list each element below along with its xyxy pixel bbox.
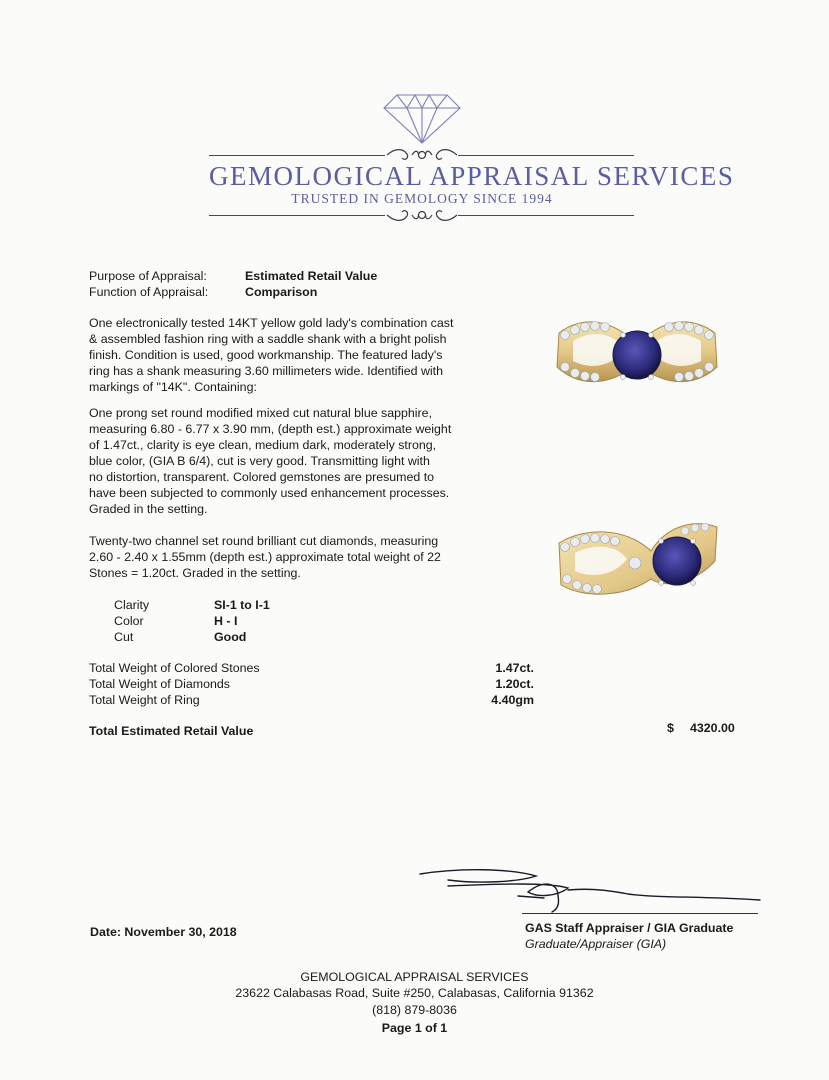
total-currency: $ — [667, 721, 674, 735]
sapphire-line: measuring 6.80 - 6.77 x 3.90 mm, (depth est.) approximate weight — [89, 422, 452, 436]
ring-photo-angle — [555, 513, 720, 605]
weight-label-ring: Total Weight of Ring — [89, 693, 200, 707]
signature-line — [522, 913, 758, 914]
footer-address: 23622 Calabasas Road, Suite #250, Calabasas, California 91362 — [235, 986, 594, 1000]
appraiser-subtitle: Graduate/Appraiser (GIA) — [525, 937, 667, 951]
sapphire-line: have been subjected to commonly used enhancement processes. — [89, 486, 450, 500]
description-line: finish. Condition is used, good workmanship. The featured lady's — [89, 348, 443, 362]
ring-description — [89, 315, 453, 395]
appraisal-date: Date: November 30, 2018 — [90, 925, 237, 939]
function-value: Comparison — [245, 285, 318, 299]
description-line: One electronically tested 14KT yellow gold lady's combination cast — [89, 316, 454, 330]
weight-label-colored-stones: Total Weight of Colored Stones — [89, 661, 260, 675]
grade-value-color: H - I — [214, 614, 238, 628]
diamonds-line: Stones = 1.20ct. Graded in the setting. — [89, 566, 301, 580]
footer-company: GEMOLOGICAL APPRAISAL SERVICES — [300, 970, 529, 984]
total-value-label: Total Estimated Retail Value — [89, 724, 254, 738]
footer-phone: (818) 879-8036 — [372, 1003, 457, 1017]
header-bottom-rule-left — [209, 215, 385, 216]
sapphire-line: Graded in the setting. — [89, 502, 208, 516]
purpose-label: Purpose of Appraisal: — [89, 269, 207, 283]
header-top-rule-left — [209, 155, 385, 156]
diamonds-line: 2.60 - 2.40 x 1.55mm (depth est.) approximate total weight of 22 — [89, 550, 441, 564]
company-name: GEMOLOGICAL APPRAISAL SERVICES — [209, 161, 735, 191]
diamond-logo-icon — [383, 94, 461, 144]
function-label: Function of Appraisal: — [89, 285, 209, 299]
header-bottom-rule-right — [458, 215, 634, 216]
total-amount: 4320.00 — [690, 721, 735, 735]
purpose-value: Estimated Retail Value — [245, 269, 378, 283]
description-line: & assembled fashion ring with a saddle shank with a bright polish — [89, 332, 447, 346]
sapphire-description — [89, 405, 451, 517]
diamonds-line: Twenty-two channel set round brilliant cut diamonds, measuring — [89, 534, 439, 548]
weight-label-diamonds: Total Weight of Diamonds — [89, 677, 230, 691]
page-number: Page 1 of 1 — [381, 1021, 448, 1035]
ring-photo-front — [553, 305, 721, 397]
sapphire-line: no distortion, transparent. Colored gemstones are presumed to — [89, 470, 435, 484]
diamonds-description — [89, 533, 441, 581]
grade-value-cut: Good — [214, 630, 247, 644]
weight-value-diamonds: 1.20ct. — [495, 677, 534, 691]
grade-label-color: Color — [114, 614, 144, 628]
weight-value-ring: 4.40gm — [491, 693, 534, 707]
company-tagline: TRUSTED IN GEMOLOGY SINCE 1994 — [291, 191, 553, 206]
description-line: markings of "14K". Containing: — [89, 380, 257, 394]
appraiser-title: GAS Staff Appraiser / GIA Graduate — [525, 921, 734, 935]
description-line: ring has a shank measuring 3.60 millimeters wide. Identified with — [89, 364, 443, 378]
grade-label-cut: Cut — [114, 630, 134, 644]
sapphire-line: blue color, (GIA B 6/4), cut is very good. Transmitting light with — [89, 454, 430, 468]
header-top-rule-right — [458, 155, 634, 156]
weight-value-colored-stones: 1.47ct. — [495, 661, 534, 675]
sapphire-line: One prong set round modified mixed cut natural blue sapphire, — [89, 406, 433, 420]
signature — [418, 866, 763, 916]
grade-label-clarity: Clarity — [114, 598, 150, 612]
sapphire-line: of 1.47ct., clarity is eye clean, medium dark, moderately strong, — [89, 438, 437, 452]
grade-value-clarity: SI-1 to I-1 — [214, 598, 270, 612]
scroll-ornament-icon — [385, 206, 459, 224]
